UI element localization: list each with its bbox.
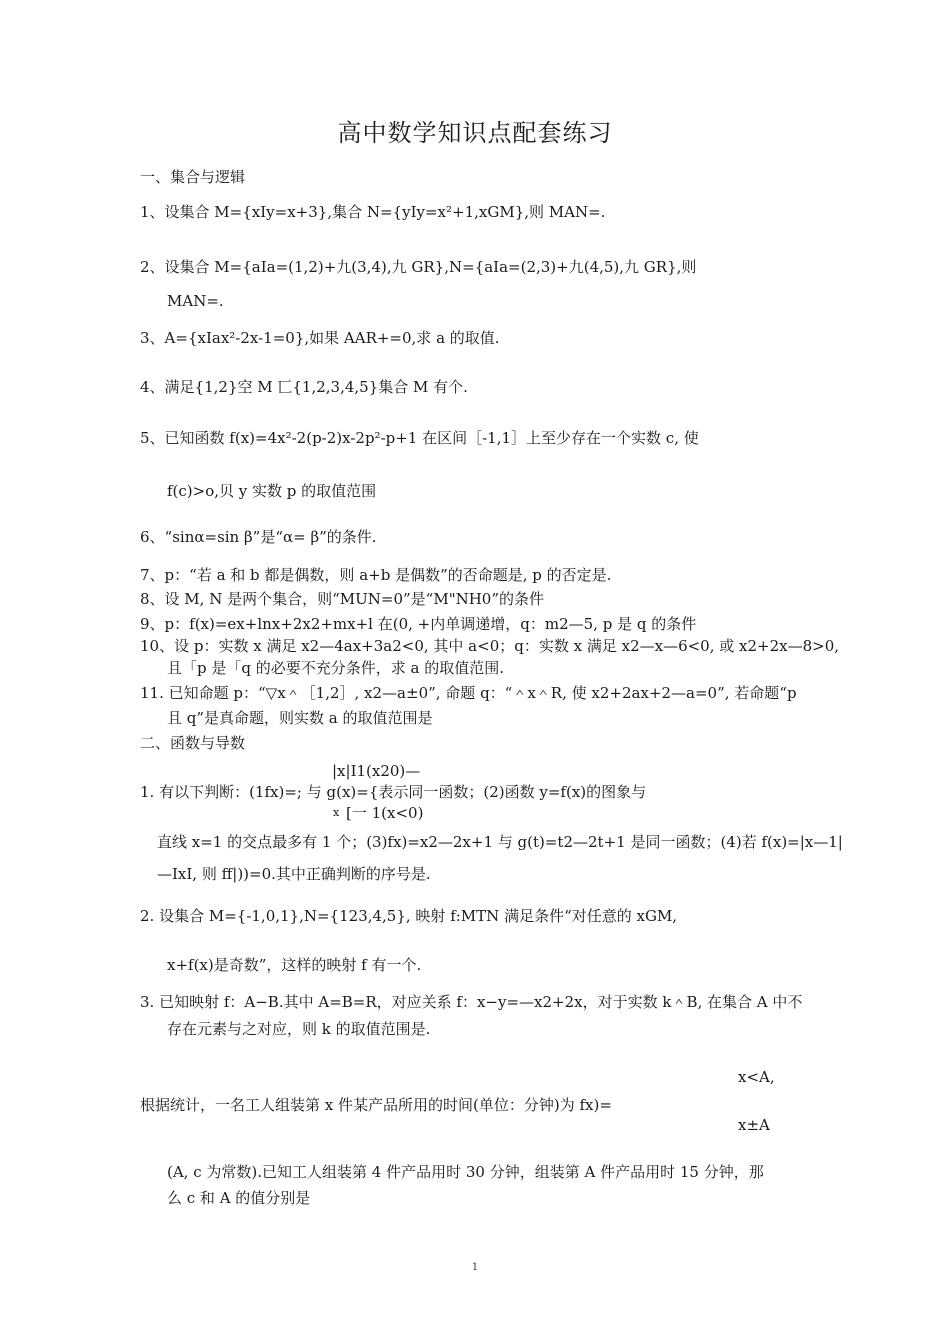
question-9: 9、p：f(x)=ex+lnx+2x2+mx+l 在(0, +内单调递增，q：m2—5, p 是 q 的条件 xyxy=(140,615,697,633)
s2-question-2-line2: x+f(x)是奇数”，这样的映射 f 有一个. xyxy=(167,956,422,974)
question-11-line1: 11. 已知命题 p：“▽x＾［1,2］, x2—a±0”, 命题 q：“＾x＾R, 使 x2+2ax+2—a=0”, 若命题“p xyxy=(140,684,797,702)
s2-question-4-line3: 么 c 和 A 的值分别是 xyxy=(167,1189,311,1207)
s2-question-3-line2: 存在元素与之对应，则 k 的取值范围是. xyxy=(167,1020,431,1038)
s2-question-4-upper: x<A, xyxy=(738,1068,775,1086)
question-3: 3、A={xIax²-2x-1=0},如果 AAR+=0,求 a 的取值. xyxy=(140,329,500,347)
s2-question-1-x: x xyxy=(333,806,340,819)
s2-question-1-line1: 1. 有以下判断：(1fx)=; 与 g(x)={表示同一函数；(2)函数 y=f(x)的图象与 xyxy=(140,783,647,801)
question-2-line2: MAN=. xyxy=(167,292,224,310)
question-10-line2: 且「p 是「q 的必要不充分条件，求 a 的取值范围. xyxy=(167,659,504,677)
s2-question-3-line1: 3. 已知映射 f：A−B.其中 A=B=R，对应关系 f：x−y=—x2+2x，对于实数 k＾B, 在集合 A 中不 xyxy=(140,993,803,1011)
s2-question-1-lower: [一 1(x<0) xyxy=(346,804,424,822)
s2-question-4-line2: (A, c 为常数).已知工人组装第 4 件产品用时 30 分钟，组装第 A 件产品用时 15 分钟，那 xyxy=(167,1163,764,1181)
question-4: 4、满足{1,2}空 M 匸{1,2,3,4,5}集合 M 有个. xyxy=(140,378,468,396)
question-7: 7、p：“若 a 和 b 都是偶数，则 a+b 是偶数”的否命题是, p 的否定是. xyxy=(140,566,612,584)
section-heading-functions: 二、函数与导数 xyxy=(140,734,246,752)
s2-question-4-lower: x±A xyxy=(738,1116,770,1134)
page-number: 1 xyxy=(471,1262,479,1273)
question-8: 8、设 M, N 是两个集合，则“MUN=0”是“M"NH0”的条件 xyxy=(140,590,545,608)
s2-question-2-line1: 2. 设集合 M={-1,0,1},N={123,4,5}, 映射 f:MTN 满足条件“对任意的 xGM, xyxy=(140,907,678,925)
question-11-line2: 且 q”是真命题，则实数 a 的取值范围是 xyxy=(167,709,433,727)
s2-question-4-line1: 根据统计，一名工人组装第 x 件某产品所用的时间(单位：分钟)为 fx)= xyxy=(140,1096,612,1114)
section-heading-sets-logic: 一、集合与逻辑 xyxy=(140,168,246,186)
question-2-line1: 2、设集合 M={aIa=(1,2)+九(3,4),九 GR},N={aIa=(2,3)+九(4,5),九 GR},则 xyxy=(140,258,697,276)
s2-question-1-upper: |x|I1(x20)— xyxy=(332,762,421,780)
page-title: 高中数学知识点配套练习 xyxy=(337,119,613,147)
s2-question-1-line2: 直线 x=1 的交点最多有 1 个；(3)fx)=x2—2x+1 与 g(t)=t2—2t+1 是同一函数；(4)若 f(x)=|x—1| xyxy=(157,833,843,851)
question-5-line1: 5、已知函数 f(x)=4x²-2(p-2)x-2p²-p+1 在区间［-1,1］上至少存在一个实数 c, 使 xyxy=(140,429,699,447)
s2-question-1-line3: —IxI, 则 ff|))=0.其中正确判断的序号是. xyxy=(157,865,431,883)
question-5-line2: f(c)>o,贝 y 实数 p 的取值范围 xyxy=(167,482,377,500)
question-10-line1: 10、设 p：实数 x 满足 x2—4ax+3a2<0, 其中 a<0；q：实数 x 满足 x2—x—6<0, 或 x2+2x—8>0, xyxy=(140,637,840,655)
question-6: 6、“sinα=sin β”是“α= β”的条件. xyxy=(140,528,377,546)
question-1: 1、设集合 M={xIy=x+3},集合 N={yIy=x²+1,xGM},则 MAN=. xyxy=(140,203,606,221)
